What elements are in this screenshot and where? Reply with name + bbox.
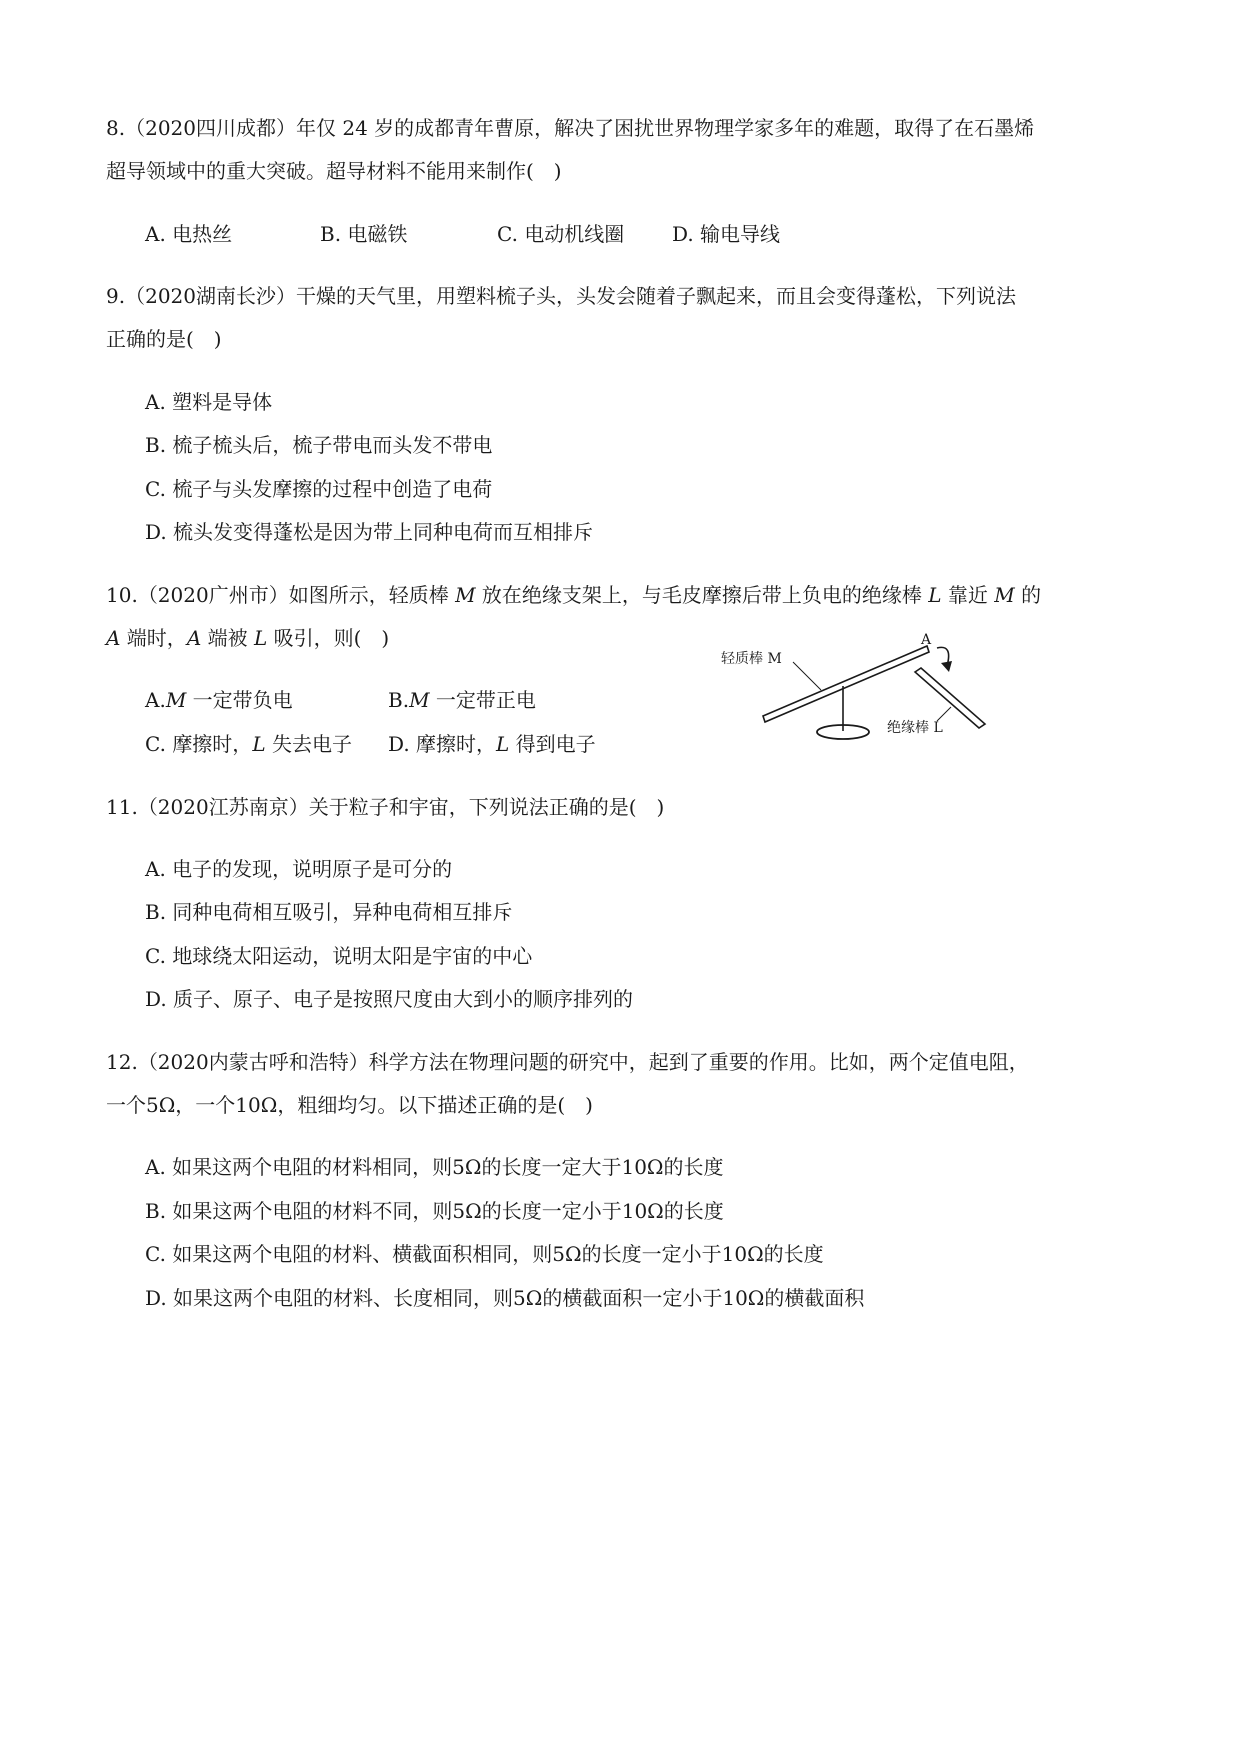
option-key: C. — [497, 222, 518, 246]
q8-option-a — [145, 220, 232, 248]
symbol-m: M — [409, 688, 430, 712]
option-text: 得到电子 — [509, 732, 596, 756]
arrow-head-icon — [941, 661, 952, 672]
option-key: A. — [145, 857, 166, 881]
option-text: 质子、原子、电子是按照尺度由大到小的顺序排列的 — [173, 987, 634, 1011]
question-number: 12. — [106, 1050, 138, 1074]
option-text: 电热丝 — [172, 222, 233, 246]
q8-option-b — [320, 220, 407, 248]
question-text: （2020广州市）如图所示，轻质棒 — [137, 583, 456, 607]
option-text: 梳子梳头后，梳子带电而头发不带电 — [172, 433, 493, 457]
q8-option-c — [497, 220, 624, 248]
option-key: D. — [145, 1286, 167, 1310]
option-text: 电磁铁 — [347, 222, 408, 246]
question-text: （2020江苏南京）关于粒子和宇宙，下列说法正确的是( ) — [137, 795, 665, 819]
option-text: 如果这两个电阻的材料不同，则5Ω的长度一定小于10Ω的长度 — [172, 1199, 724, 1223]
option-text: 如果这两个电阻的材料、横截面积相同，则5Ω的长度一定小于10Ω的长度 — [172, 1242, 824, 1266]
q9-option-d — [145, 518, 593, 546]
q10-figure — [721, 628, 1005, 748]
q8-option-d — [672, 220, 780, 248]
question-text: （2020内蒙古呼和浩特）科学方法在物理问题的研究中，起到了重要的作用。比如，两个定值电阻， — [137, 1050, 1029, 1074]
q11-option-b — [145, 898, 512, 926]
q10-option-c — [145, 730, 352, 758]
question-8-line-2: 超导领域中的重大突破。超导材料不能用来制作( ) — [106, 159, 562, 183]
q12-option-c — [145, 1240, 824, 1268]
option-key: C. — [145, 477, 166, 501]
option-text: 失去电子 — [265, 732, 352, 756]
option-text: 电动机线圈 — [524, 222, 625, 246]
option-key: B. — [145, 433, 167, 457]
option-key: B. — [145, 1199, 167, 1223]
question-number: 9. — [106, 284, 126, 308]
option-text: 摩擦时， — [172, 732, 253, 756]
question-10-line-2 — [106, 624, 389, 652]
question-10-line-1 — [106, 581, 1041, 609]
option-text: 一定带正电 — [429, 688, 536, 712]
label-rod-m: 轻质棒 M — [721, 651, 782, 667]
question-number: 8. — [106, 116, 126, 140]
option-text: 摩擦时， — [416, 732, 497, 756]
option-text: 一定带负电 — [186, 688, 293, 712]
label-a: A — [921, 632, 932, 648]
question-text: （2020湖南长沙）干燥的天气里，用塑料梳子头，头发会随着子飘起来，而且会变得蓬松，下列说法 — [125, 284, 1016, 308]
option-text: 输电导线 — [700, 222, 781, 246]
option-text: 梳头发变得蓬松是因为带上同种电荷而互相排斥 — [173, 520, 594, 544]
symbol-l: L — [253, 626, 268, 650]
symbol-m: M — [994, 583, 1015, 607]
label-m-leader — [793, 662, 821, 690]
option-key: C. — [145, 732, 166, 756]
question-11-line-1 — [106, 793, 664, 821]
question-12-line-2: 一个5Ω，一个10Ω，粗细均匀。以下描述正确的是( ) — [106, 1093, 593, 1117]
question-text: 端时， — [120, 626, 187, 650]
option-key: B. — [145, 900, 167, 924]
question-text: 放在绝缘支架上，与毛皮摩擦后带上负电的绝缘棒 — [475, 583, 929, 607]
question-number: 10. — [106, 583, 138, 607]
symbol-l: L — [496, 732, 510, 756]
option-text: 地球绕太阳运动，说明太阳是宇宙的中心 — [172, 944, 533, 968]
q9-option-a — [145, 388, 272, 416]
q10-option-d — [388, 730, 596, 758]
option-key: D. — [388, 732, 410, 756]
question-9-line-2: 正确的是( ) — [106, 327, 222, 351]
question-text: 端被 — [201, 626, 254, 650]
option-key: C. — [145, 944, 166, 968]
question-8-line-1 — [106, 114, 1034, 142]
option-text: 梳子与头发摩擦的过程中创造了电荷 — [172, 477, 493, 501]
option-text: 塑料是导体 — [172, 390, 273, 414]
question-12-line-1 — [106, 1048, 1029, 1076]
option-key: A. — [145, 390, 166, 414]
symbol-l: L — [928, 583, 942, 607]
option-key: B. — [320, 222, 342, 246]
question-text: 靠近 — [941, 583, 995, 607]
symbol-a: A — [106, 626, 121, 650]
symbol-m: M — [165, 688, 187, 712]
option-key: A. — [145, 1155, 166, 1179]
question-number: 11. — [106, 795, 138, 819]
option-key: D. — [672, 222, 694, 246]
label-rod-l: 绝缘棒 L — [887, 720, 943, 736]
symbol-m: M — [455, 583, 476, 607]
option-text: 如果这两个电阻的材料、长度相同，则5Ω的横截面积一定小于10Ω的横截面积 — [173, 1286, 865, 1310]
option-key: A. — [145, 222, 166, 246]
q9-option-b — [145, 431, 492, 459]
option-key: D. — [145, 520, 167, 544]
symbol-l: L — [252, 732, 266, 756]
q10-option-a — [145, 686, 293, 714]
q11-option-a — [145, 855, 452, 883]
question-text: 吸引，则( ) — [267, 626, 390, 650]
question-9-line-1 — [106, 282, 1016, 310]
option-key: C. — [145, 1242, 166, 1266]
q11-option-d — [145, 985, 633, 1013]
light-rod-m — [763, 646, 929, 722]
question-text: 的 — [1014, 583, 1042, 607]
q12-option-b — [145, 1197, 724, 1225]
q9-option-c — [145, 475, 492, 503]
q11-option-c — [145, 942, 532, 970]
option-text: 如果这两个电阻的材料相同，则5Ω的长度一定大于10Ω的长度 — [172, 1155, 724, 1179]
insulated-rod-l — [915, 668, 985, 728]
question-text: （2020四川成都）年仅 24 岁的成都青年曹原，解决了困扰世界物理学家多年的难题，取得了在石墨烯 — [125, 116, 1035, 140]
q12-option-a — [145, 1153, 724, 1181]
option-text: 电子的发现，说明原子是可分的 — [172, 857, 453, 881]
symbol-a: A — [186, 626, 202, 650]
option-key: A. — [145, 688, 166, 712]
option-key: D. — [145, 987, 167, 1011]
q12-option-d — [145, 1284, 864, 1312]
option-text: 同种电荷相互吸引，异种电荷相互排斥 — [172, 900, 513, 924]
label-l-leader — [937, 707, 951, 721]
option-key: B. — [388, 688, 410, 712]
q10-option-b — [388, 686, 536, 714]
